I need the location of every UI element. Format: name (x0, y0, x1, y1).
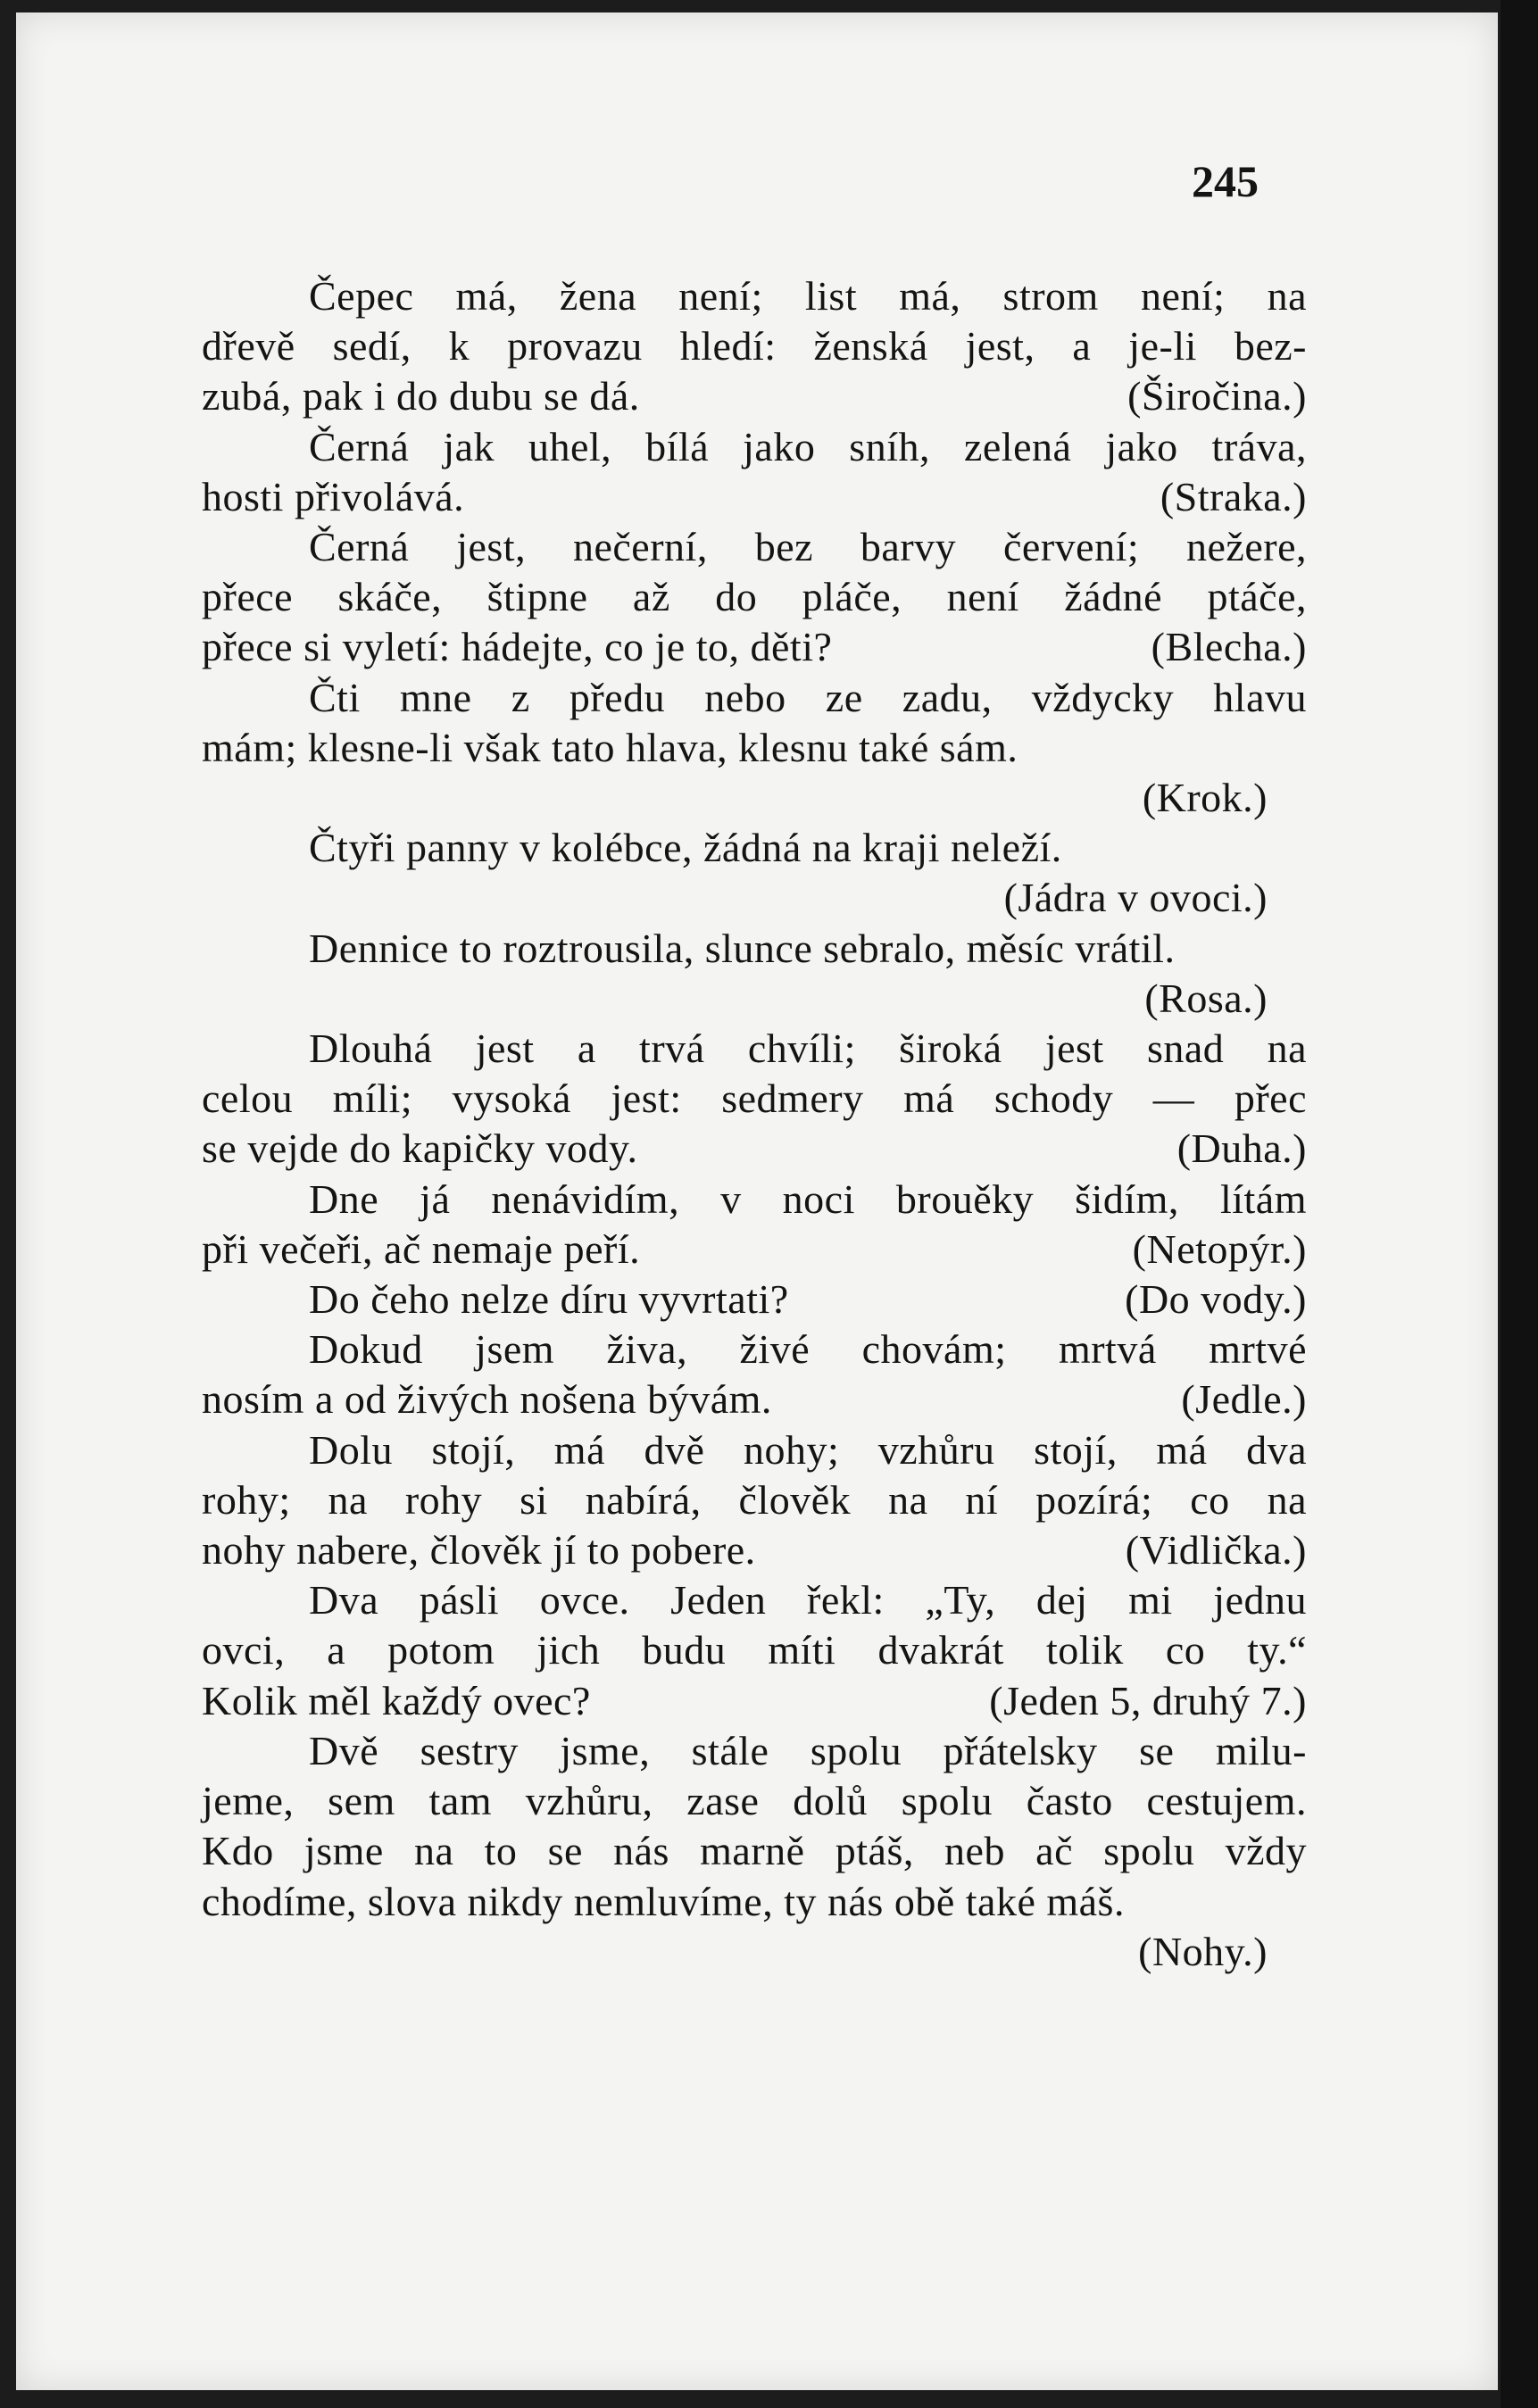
riddle-list (202, 271, 1307, 1977)
riddle-line (202, 723, 1307, 773)
riddle-line (202, 1275, 1307, 1324)
riddle-paragraph (202, 1726, 1307, 1977)
riddle-line-text: Kdo jsme na to se nás marně ptáš, neb ač spolu vždy (202, 1828, 1307, 1874)
riddle-answer: (Netopýr.) (1132, 1225, 1307, 1272)
riddle-line (202, 271, 1307, 321)
riddle-paragraph (202, 1425, 1307, 1576)
riddle-paragraph (202, 522, 1307, 673)
riddle-line (202, 1676, 1307, 1726)
riddle-paragraph (202, 271, 1307, 422)
riddle-paragraph (202, 1175, 1307, 1275)
riddle-line-text: nohy nabere, člověk jí to pobere. (202, 1527, 756, 1574)
riddle-answer: (Jedle.) (1181, 1376, 1307, 1423)
riddle-line (202, 1124, 1307, 1174)
riddle-line (202, 371, 1307, 421)
riddle-line-text: zubá, pak i do dubu se dá. (202, 373, 640, 419)
riddle-line (202, 1575, 1307, 1625)
page-number: 245 (1192, 156, 1259, 206)
riddle-line (202, 522, 1307, 572)
riddle-line (202, 1175, 1307, 1225)
riddle-line (202, 572, 1307, 622)
riddle-answer: (Rosa.) (1144, 975, 1268, 1021)
riddle-line (202, 472, 1307, 522)
riddle-line-text: Čti mne z předu nebo ze zadu, vždycky hlavu (309, 674, 1307, 720)
riddle-line (202, 1024, 1307, 1074)
riddle-line (202, 1625, 1307, 1675)
riddle-line-text: Dennice to roztrousila, slunce sebralo, měsíc vrátil. (309, 925, 1176, 971)
riddle-answer: (Krok.) (1142, 775, 1268, 821)
riddle-line-text: chodíme, slova nikdy nemluvíme, ty nás obě také máš. (202, 1878, 1125, 1924)
riddle-answer: (Straka.) (1160, 473, 1307, 519)
riddle-line-text: Dvě sestry jsme, stále spolu přátelsky se milu- (309, 1727, 1307, 1773)
scan-edge (1501, 0, 1538, 2408)
riddle-paragraph (202, 1275, 1307, 1324)
riddle-line-text: Dne já nenávidím, v noci brouěky šidím, lítám (309, 1175, 1307, 1222)
riddle-line-text: Dva pásli ovce. Jeden řekl: „Ty, dej mi jednu (309, 1577, 1307, 1623)
riddle-answer: (Širočina.) (1127, 373, 1307, 419)
riddle-answer: (Duha.) (1176, 1125, 1307, 1172)
book-page (16, 12, 1498, 2390)
riddle-line-text: hosti přivolává. (202, 473, 465, 519)
riddle-line (202, 422, 1307, 472)
riddle-line-text: dřevě sedí, k provazu hledí: ženská jest, a je-li bez- (202, 323, 1307, 370)
riddle-line-text: Čepec má, žena není; list má, strom není; na (309, 273, 1307, 319)
riddle-line (202, 1425, 1307, 1475)
riddle-line (202, 1374, 1307, 1424)
riddle-line-text: celou míli; vysoká jest: sedmery má schody — přec (202, 1075, 1307, 1122)
riddle-line-text: Dolu stojí, má dvě nohy; vzhůru stojí, má dva (309, 1426, 1307, 1473)
riddle-line (202, 1726, 1307, 1776)
riddle-line (202, 1225, 1307, 1275)
riddle-answer: (Do vody.) (1125, 1276, 1307, 1323)
riddle-line-text: mám; klesne-li však tato hlava, klesnu také sám. (202, 724, 1018, 770)
riddle-paragraph (202, 924, 1307, 1024)
riddle-line-text: Černá jak uhel, bílá jako sníh, zelená jako tráva, (309, 423, 1307, 469)
riddle-paragraph (202, 1575, 1307, 1726)
riddle-line (202, 622, 1307, 672)
riddle-line-text: Kolik měl každý ovec? (202, 1677, 591, 1723)
riddle-line (202, 924, 1307, 974)
riddle-paragraph (202, 1324, 1307, 1424)
riddle-line-text: při večeři, ač nemaje peří. (202, 1225, 641, 1272)
riddle-line (202, 673, 1307, 723)
riddle-line-text: nosím a od živých nošena bývám. (202, 1376, 772, 1423)
riddle-line-text: přece si vyletí: hádejte, co je to, děti? (202, 624, 833, 670)
riddle-answer: (Jádra v ovoci.) (1003, 875, 1268, 921)
riddle-line (202, 1877, 1307, 1927)
riddle-line-text: se vejde do kapičky vody. (202, 1125, 638, 1172)
riddle-answer: (Nohy.) (1138, 1928, 1268, 1974)
riddle-line (202, 1475, 1307, 1525)
riddle-line (202, 1074, 1307, 1124)
riddle-paragraph (202, 1024, 1307, 1175)
riddle-answer: (Blecha.) (1151, 624, 1307, 670)
riddle-answer: (Jeden 5, druhý 7.) (989, 1677, 1307, 1723)
riddle-line (202, 1525, 1307, 1575)
riddle-paragraph (202, 422, 1307, 522)
riddle-line-text: Čtyři panny v kolébce, žádná na kraji neleží. (309, 825, 1062, 871)
riddle-line-text: rohy; na rohy si nabírá, člověk na ní pozírá; co na (202, 1476, 1307, 1523)
riddle-line-text: Dlouhá jest a trvá chvíli; široká jest snad na (309, 1025, 1307, 1072)
riddle-line (202, 1324, 1307, 1374)
riddle-answer: (Vidlička.) (1125, 1527, 1307, 1574)
riddle-line-text: Do čeho nelze díru vyvrtati? (309, 1276, 789, 1323)
riddle-line (202, 823, 1307, 873)
riddle-line-text: Černá jest, nečerní, bez barvy červení; nežere, (309, 524, 1307, 570)
riddle-paragraph (202, 673, 1307, 824)
riddle-line-text: jeme, sem tam vzhůru, zase dolů spolu často cestujem. (202, 1778, 1307, 1824)
riddle-line-text: přece skáče, štipne až do pláče, není žádné ptáče, (202, 574, 1307, 620)
riddle-line-text: Dokud jsem živa, živé chovám; mrtvá mrtvé (309, 1326, 1307, 1373)
riddle-line (202, 1776, 1307, 1826)
riddle-line-text: ovci, a potom jich budu míti dvakrát tolik co ty.“ (202, 1627, 1307, 1673)
riddle-line (202, 321, 1307, 371)
riddle-line (202, 1826, 1307, 1876)
riddle-paragraph (202, 823, 1307, 923)
